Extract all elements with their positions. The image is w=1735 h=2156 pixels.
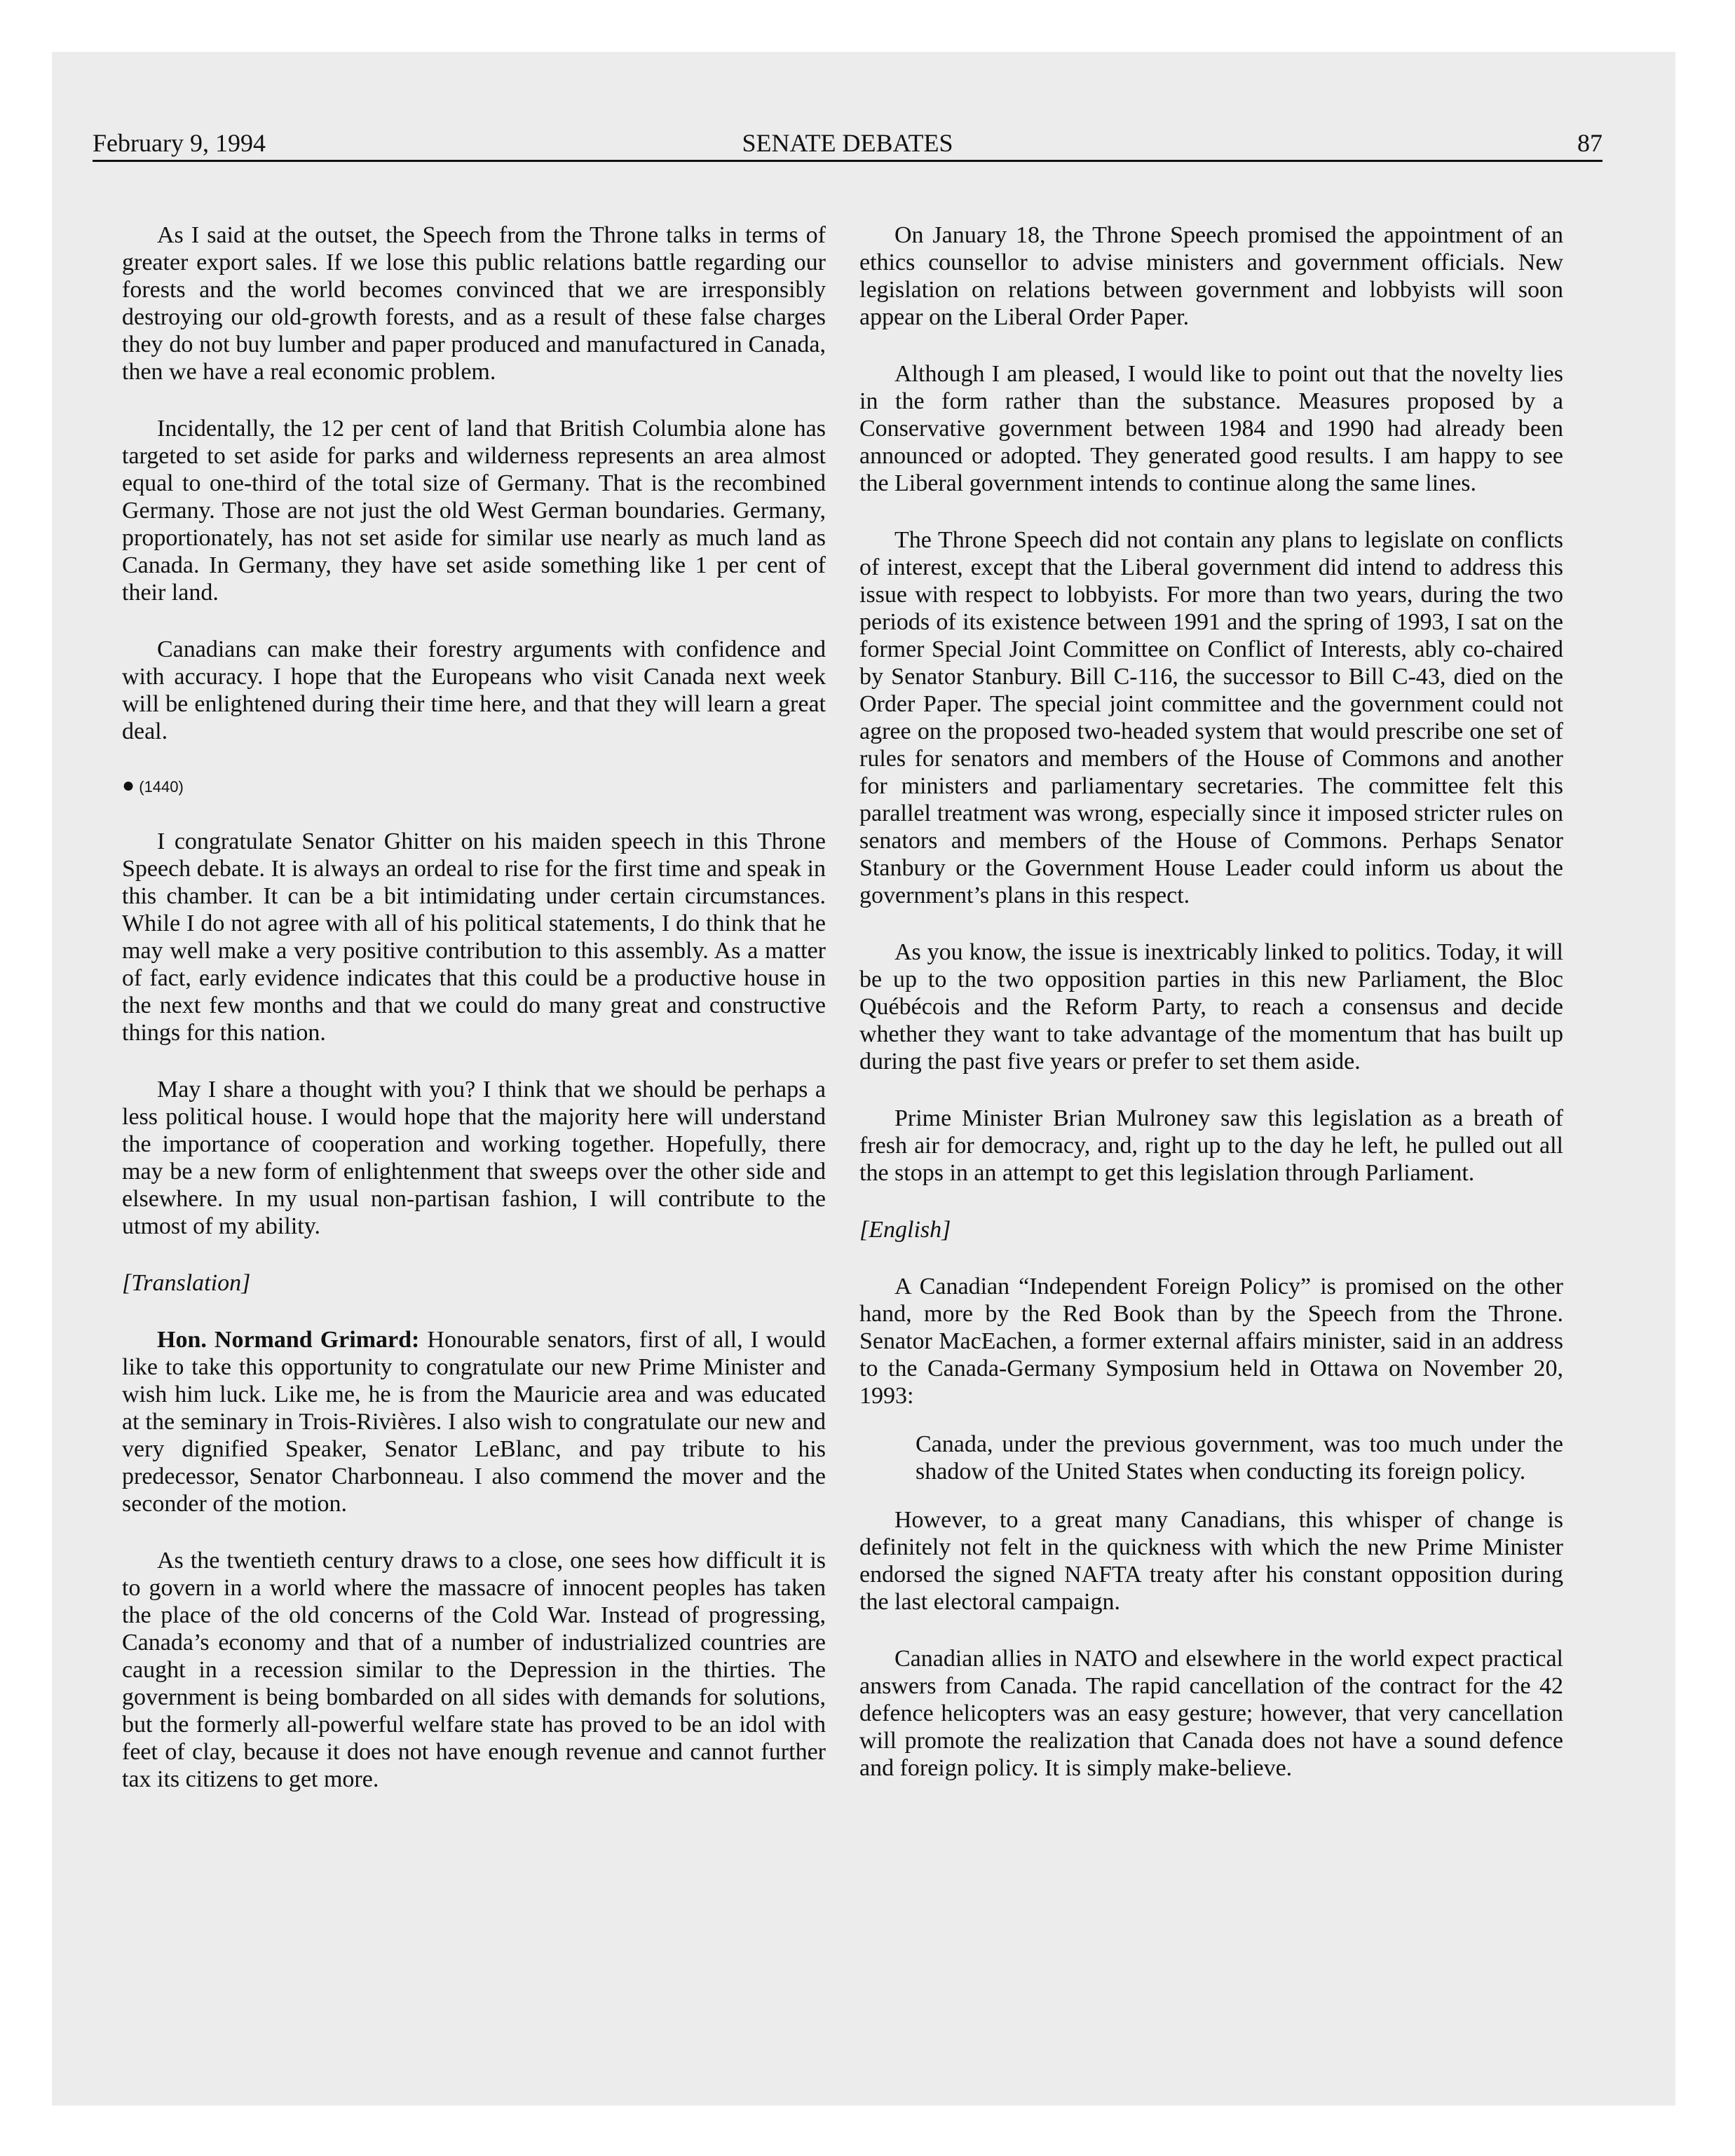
paragraph: As I said at the outset, the Speech from the Throne talks in terms of greater export sales. If we lose this public relations battle regarding our forests and the world becomes convinced that we are irresponsibly destroying our old-growth forests, and as a result of these false charges they do not buy lumber and paper produced and manufactured in Canada, then we have a real economic problem. (122, 222, 826, 385)
paragraph: Although I am pleased, I would like to point out that the novelty lies in the form rather than the substance. Measures proposed by a Conservative government between 1984 and 1990 had already been announced or adopted. They generated good results. I am happy to see the Liberal government intends to continue along the same lines. (859, 361, 1563, 496)
language-note: [English] (859, 1217, 951, 1243)
time-marker (122, 775, 826, 798)
header-title: SENATE DEBATES (742, 129, 953, 157)
right-column (859, 221, 1563, 1811)
speaker-name: Hon. Normand Grimard: (157, 1327, 420, 1353)
paragraph: I congratulate Senator Ghitter on his maiden speech in this Throne Speech debate. It is always an ordeal to rise for the first time and speak in this chamber. It can be a bit intimidating under certain circumstances. While I do not agree with all of his political statements, I do think that he may well make a very positive contribution to this assembly. As a matter of fact, early evidence indicates that this could be a productive house in the next few months and that we could do many great and constructive things for this nation. (122, 828, 826, 1046)
paragraph: Prime Minister Brian Mulroney saw this legislation as a breath of fresh air for democracy, and, right up to the day he left, he pulled out all the stops in an attempt to get this legislation through Parliament. (859, 1105, 1563, 1186)
paragraph: However, to a great many Canadians, this whisper of change is definitely not felt in the quickness with which the new Prime Minister endorsed the signed NAFTA treaty after his constant opposition during the last electoral campaign. (859, 1507, 1563, 1615)
language-note: [Translation] (122, 1270, 251, 1296)
left-column (122, 221, 826, 1822)
paragraph: Canadians can make their forestry arguments with confidence and with accuracy. I hope that the Europeans who visit Canada next week will be enlightened during their time here, and that they will learn a great deal. (122, 636, 826, 744)
header-date: February 9, 1994 (93, 129, 266, 157)
paragraph: Incidentally, the 12 per cent of land that British Columbia alone has targeted to set aside for parks and wilderness represents an area almost equal to one-third of the total size of Germany. That is the recombined Germany. Those are not just the old West German boundaries. Germany, proportionately, has not set aside for similar use nearly as much land as Canada. In Germany, they have set aside something like 1 per cent of their land. (122, 416, 826, 606)
block-quote: Canada, under the previous government, was too much under the shadow of the United States when conducting its foreign policy. (916, 1431, 1563, 1485)
bullet-icon: ● (122, 774, 135, 797)
time-marker-text: (1440) (139, 778, 184, 796)
page-header (93, 126, 1603, 162)
paragraph: As the twentieth century draws to a close, one sees how difficult it is to govern in a world where the massacre of innocent peoples has taken the place of the old concerns of the Cold War. Instead of progressing, Canada’s economy and that of a number of industrialized countries are caught in a recession similar to the Depression in the thirties. The government is being bombarded on all sides with demands for solutions, but the formerly all-powerful welfare state has proved to be an idol with feet of clay, because it does not have enough revenue and cannot further tax its citizens to get more. (122, 1548, 826, 1792)
paragraph: The Throne Speech did not contain any plans to legislate on conflicts of interest, except that the Liberal government did intend to address this issue with respect to lobbyists. For more than two years, during the two periods of its existence between 1991 and the spring of 1993, I sat on the former Special Joint Committee on Conflict of Interests, ably co-chaired by Senator Stanbury. Bill C-116, the successor to Bill C-43, died on the Order Paper. The special joint committee and the government could not agree on the proposed two-headed system that would prescribe one set of rules for senators and members of the House of Commons and another for ministers and parliamentary secretaries. The committee felt this parallel treatment was wrong, especially since it imposed stricter rules on senators and members of the House of Commons. Perhaps Senator Stanbury or the Government House Leader could inform us about the government’s plans in this respect. (859, 527, 1563, 908)
page-number: 87 (1577, 129, 1603, 157)
paragraph: A Canadian “Independent Foreign Policy” is promised on the other hand, more by the Red Book than by the Speech from the Throne. Senator MacEachen, a former external affairs minister, said in an address to the Canada-Germany Symposium held in Ottawa on November 20, 1993: (859, 1274, 1563, 1409)
paragraph: On January 18, the Throne Speech promised the appointment of an ethics counsellor to advise ministers and government officials. New legislation on relations between government and lobbyists will soon appear on the Liberal Order Paper. (859, 222, 1563, 330)
paragraph: May I share a thought with you? I think that we should be perhaps a less political house. I would hope that the majority here will understand the importance of cooperation and working together. Hopefully, there may be a new form of enlightenment that sweeps over the other side and elsewhere. In my usual non-partisan fashion, I will contribute to the utmost of my ability. (122, 1077, 826, 1239)
speaker-paragraph (122, 1326, 826, 1517)
paragraph: As you know, the issue is inextricably linked to politics. Today, it will be up to the two opposition parties in this new Parliament, the Bloc Québécois and the Reform Party, to reach a consensus and decide whether they want to take advantage of the momentum that has built up during the past five years or prefer to set them aside. (859, 939, 1563, 1074)
speaker-text: Honourable senators, first of all, I would like to take this opportunity to congratulate our new Prime Minister and wish him luck. Like me, he is from the Mauricie area and was educated at the seminary in Trois-Rivières. I also wish to congratulate our new and very dignified Speaker, Senator LeBlanc, and pay tribute to his predecessor, Senator Charbonneau. I also commend the mover and the seconder of the motion. (122, 1327, 826, 1517)
paragraph: Canadian allies in NATO and elsewhere in the world expect practical answers from Canada. The rapid cancellation of the contract for the 42 defence helicopters was an easy gesture; however, that very cancellation will promote the realization that Canada does not have a sound defence and foreign policy. It is simply make-believe. (859, 1646, 1563, 1781)
